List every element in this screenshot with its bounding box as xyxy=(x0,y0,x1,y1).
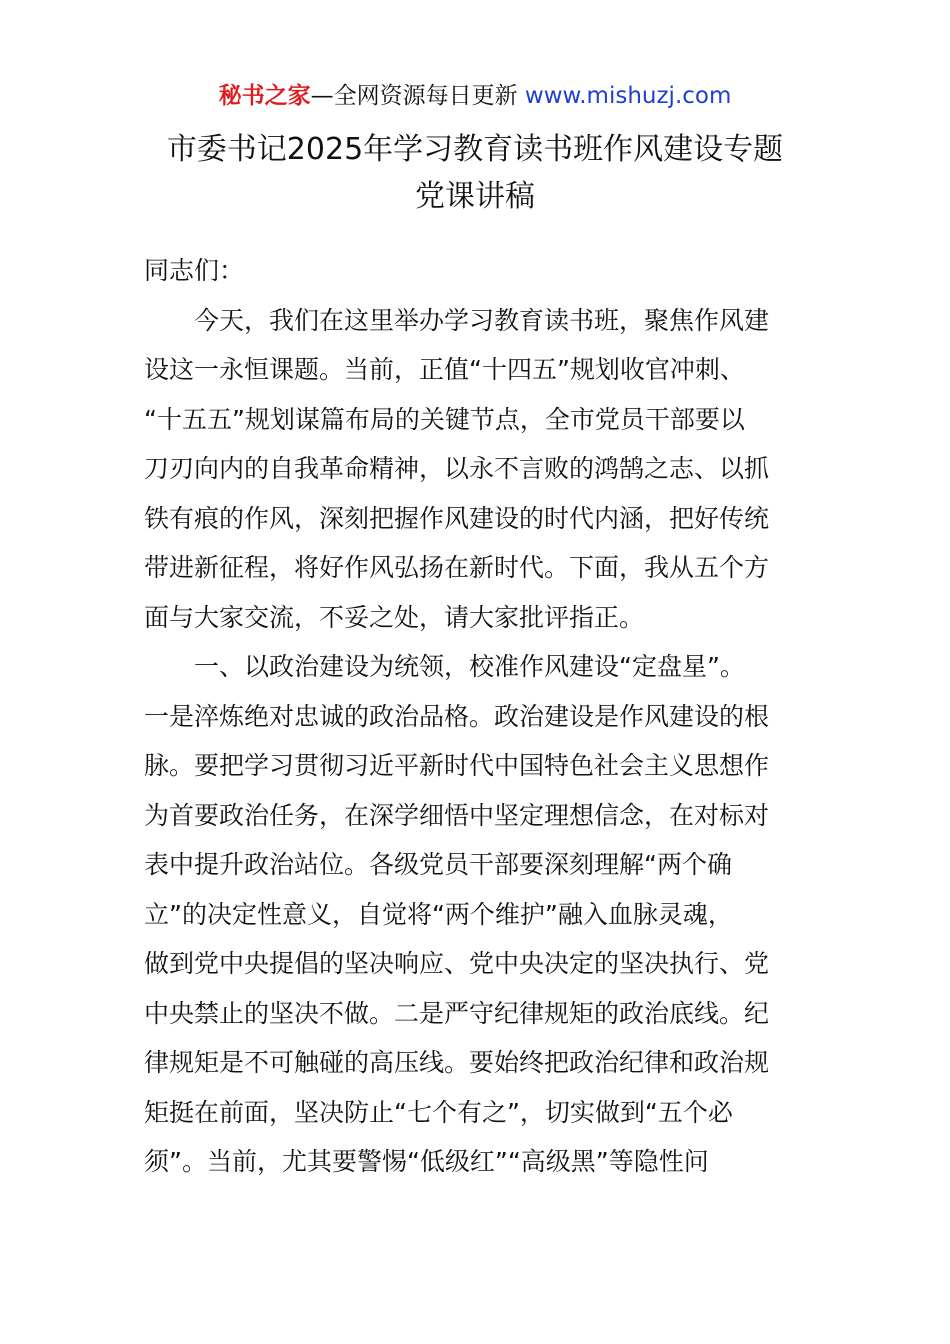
body-line: 今天，我们在这里举办学习教育读书班，聚焦作风建 xyxy=(194,305,770,335)
document-title-line-2: 党课讲稿 xyxy=(415,179,535,214)
body-line: 刀刃向内的自我革命精神，以永不言败的鸿鹄之志、以抓 xyxy=(144,454,770,483)
body-line: 矩挺在前面，坚决防止“七个有之”，切实做到“五个必 xyxy=(144,1097,733,1127)
site-url-link[interactable]: www.mishuzj.com xyxy=(524,83,732,109)
body-line: 面与大家交流，不妥之处，请大家批评指正。 xyxy=(144,602,645,632)
body-line: 表中提升政治站位。各级党员干部要深刻理解“两个确 xyxy=(144,850,732,879)
document-title-line-1: 市委书记2025年学习教育读书班作风建设专题 xyxy=(166,132,784,167)
body-line: 须”。当前，尤其要警惕“低级红”“高级黑”等隐性问 xyxy=(144,1147,709,1176)
body-line: “十五五”规划谋篇布局的关键节点，全市党员干部要以 xyxy=(144,404,745,434)
document-body xyxy=(144,246,824,1187)
body-line: 中央禁止的坚决不做。二是严守纪律规矩的政治底线。纪 xyxy=(144,998,770,1028)
body-line: 为首要政治任务，在深学细悟中坚定理想信念，在对标对 xyxy=(144,800,770,830)
body-line: 做到党中央提倡的坚决响应、党中央决定的坚决执行、党 xyxy=(144,949,770,978)
body-line: 立”的决定性意义，自觉将“两个维护”融入血脉灵魂， xyxy=(144,899,733,929)
brand-name: 秘书之家 xyxy=(218,83,311,109)
body-line: 一是淬炼绝对忠诚的政治品格。政治建设是作风建设的根 xyxy=(144,701,770,731)
salutation: 同志们： xyxy=(144,256,245,285)
body-line: 铁有痕的作风，深刻把握作风建设的时代内涵，把好传统 xyxy=(144,503,770,533)
header-tagline: —全网资源每日更新 xyxy=(310,83,518,109)
body-line: 设这一永恒课题。当前，正值“十四五”规划收官冲刺、 xyxy=(144,355,745,384)
site-header xyxy=(0,80,950,112)
body-line: 律规矩是不可触碰的高压线。要始终把政治纪律和政治规 xyxy=(144,1048,770,1077)
body-line: 带进新征程，将好作风弘扬在新时代。下面，我从五个方 xyxy=(144,553,770,582)
section-heading: 一、以政治建设为统领，校准作风建设“定盘星”。 xyxy=(194,652,745,681)
body-line: 脉。要把学习贯彻习近平新时代中国特色社会主义思想作 xyxy=(144,751,770,780)
